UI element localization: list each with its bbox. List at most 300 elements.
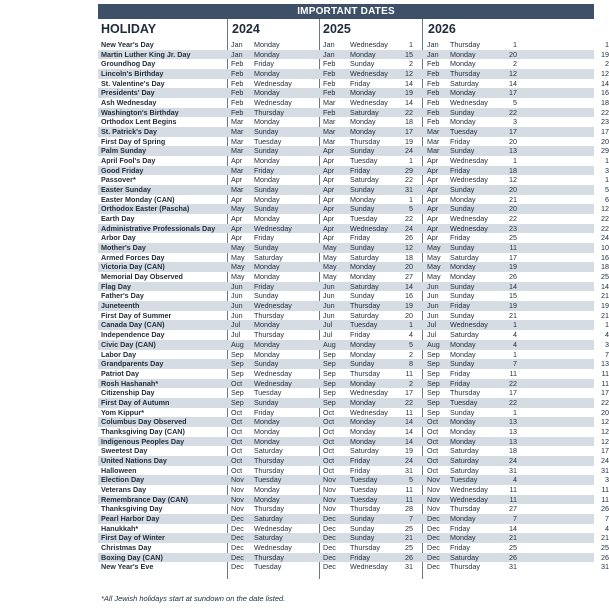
date-month: Apr bbox=[231, 233, 243, 243]
date-weekday: Thursday bbox=[450, 562, 480, 572]
date-month: Feb bbox=[323, 78, 336, 88]
date-day-number: 1 bbox=[513, 40, 517, 49]
holiday-table bbox=[98, 40, 609, 572]
date-weekday: Monday bbox=[450, 339, 476, 349]
date-month: May bbox=[231, 243, 245, 253]
date-day-number: 13 bbox=[509, 436, 517, 446]
date-month: Apr bbox=[323, 165, 335, 175]
date-day-number: 4 bbox=[513, 339, 517, 349]
date-month: Dec bbox=[427, 533, 440, 543]
date-day-number: 11 bbox=[405, 484, 413, 494]
holiday-name: Patriot Day bbox=[101, 368, 139, 378]
date-weekday: Thursday bbox=[350, 301, 380, 311]
date-day-number: 22 bbox=[509, 378, 517, 388]
date-month: Jul bbox=[427, 320, 437, 330]
date-weekday: Sunday bbox=[450, 310, 475, 320]
holiday-name: Victoria Day (CAN) bbox=[101, 262, 165, 272]
date-day-number: 19 bbox=[405, 301, 413, 311]
date-day-number: 20 bbox=[601, 136, 609, 146]
date-month: Dec bbox=[231, 533, 244, 543]
date-weekday: Wednesday bbox=[450, 156, 488, 166]
table-row bbox=[98, 301, 609, 311]
date-month: Feb bbox=[231, 107, 244, 117]
date-weekday: Thursday bbox=[350, 504, 380, 514]
date-month: Feb bbox=[427, 117, 440, 127]
date-weekday: Wednesday bbox=[254, 301, 292, 311]
date-weekday: Friday bbox=[254, 59, 274, 69]
holiday-name: New Year's Eve bbox=[101, 562, 154, 572]
date-weekday: Monday bbox=[254, 272, 280, 282]
holiday-name: Sweetest Day bbox=[101, 446, 148, 456]
date-day-number: 22 bbox=[601, 223, 609, 233]
date-month: Sep bbox=[231, 388, 244, 398]
date-month: Jun bbox=[427, 281, 439, 291]
table-row bbox=[98, 310, 609, 321]
date-weekday: Sunday bbox=[350, 185, 375, 195]
date-weekday: Monday bbox=[350, 378, 376, 388]
date-month: Nov bbox=[323, 484, 336, 494]
date-weekday: Sunday bbox=[254, 359, 279, 369]
date-month: Sep bbox=[427, 388, 440, 398]
date-weekday: Thursday bbox=[254, 455, 284, 465]
date-month: Sep bbox=[231, 359, 244, 369]
date-day-number: 26 bbox=[601, 504, 609, 514]
date-weekday: Friday bbox=[350, 78, 370, 88]
holiday-name: Thanksgiving Day bbox=[101, 504, 163, 514]
holiday-name: Memorial Day Observed bbox=[101, 272, 183, 282]
date-day-number: 1 bbox=[605, 320, 609, 330]
date-weekday: Wednesday bbox=[350, 69, 388, 79]
date-weekday: Saturday bbox=[450, 552, 479, 562]
date-weekday: Sunday bbox=[254, 397, 279, 407]
date-weekday: Friday bbox=[254, 281, 274, 291]
date-weekday: Thursday bbox=[254, 330, 284, 340]
date-day-number: 24 bbox=[509, 455, 517, 465]
date-month: Feb bbox=[231, 78, 244, 88]
date-weekday: Friday bbox=[450, 368, 470, 378]
date-month: Jul bbox=[323, 320, 333, 330]
table-row bbox=[98, 542, 609, 553]
date-month: Feb bbox=[323, 59, 336, 69]
date-day-number: 11 bbox=[509, 494, 517, 504]
date-day-number: 5 bbox=[513, 98, 517, 108]
date-day-number: 14 bbox=[509, 78, 517, 88]
date-month: Feb bbox=[427, 78, 440, 88]
date-day-number: 20 bbox=[509, 136, 517, 146]
table-row bbox=[98, 397, 609, 408]
holiday-name: Rosh Hashanah* bbox=[101, 378, 159, 388]
table-row bbox=[98, 252, 609, 263]
date-day-number: 1 bbox=[409, 194, 413, 204]
date-day-number: 1 bbox=[409, 40, 413, 49]
date-month: Nov bbox=[323, 504, 336, 514]
date-month: Apr bbox=[323, 175, 335, 185]
date-weekday: Sunday bbox=[350, 523, 375, 533]
date-day-number: 25 bbox=[509, 233, 517, 243]
date-weekday: Sunday bbox=[450, 281, 475, 291]
date-month: Oct bbox=[323, 417, 335, 427]
table-row bbox=[98, 494, 609, 505]
date-day-number: 20 bbox=[601, 407, 609, 417]
holiday-name: Halloween bbox=[101, 465, 137, 475]
holiday-name: First Day of Summer bbox=[101, 310, 172, 320]
date-day-number: 7 bbox=[513, 513, 517, 523]
date-month: Dec bbox=[427, 523, 440, 533]
date-weekday: Monday bbox=[254, 262, 280, 272]
holiday-name: Yom Kippur* bbox=[101, 407, 144, 417]
date-month: Oct bbox=[231, 446, 243, 456]
date-day-number: 25 bbox=[405, 523, 413, 533]
date-month: Mar bbox=[427, 127, 440, 137]
date-day-number: 25 bbox=[601, 272, 609, 282]
date-weekday: Sunday bbox=[350, 59, 375, 69]
date-month: Jun bbox=[323, 281, 335, 291]
date-weekday: Monday bbox=[254, 436, 280, 446]
date-day-number: 27 bbox=[509, 504, 517, 514]
date-month: Feb bbox=[323, 88, 336, 98]
date-month: Feb bbox=[427, 107, 440, 117]
date-month: Mar bbox=[323, 127, 336, 137]
date-day-number: 1 bbox=[513, 320, 517, 330]
date-month: Jun bbox=[231, 281, 243, 291]
date-month: Apr bbox=[231, 156, 243, 166]
date-weekday: Monday bbox=[350, 349, 376, 359]
date-day-number: 16 bbox=[601, 252, 609, 262]
date-month: Jan bbox=[231, 40, 243, 49]
date-weekday: Monday bbox=[350, 339, 376, 349]
date-weekday: Wednesday bbox=[450, 214, 488, 224]
date-day-number: 17 bbox=[405, 388, 413, 398]
date-month: Jun bbox=[427, 310, 439, 320]
date-weekday: Monday bbox=[350, 194, 376, 204]
date-month: Dec bbox=[427, 562, 440, 572]
date-weekday: Thursday bbox=[350, 368, 380, 378]
table-row bbox=[98, 98, 609, 108]
date-weekday: Saturday bbox=[350, 446, 379, 456]
date-weekday: Monday bbox=[450, 533, 476, 543]
table-row bbox=[98, 475, 609, 485]
date-day-number: 21 bbox=[601, 533, 609, 543]
date-day-number: 14 bbox=[405, 426, 413, 436]
date-day-number: 17 bbox=[601, 388, 609, 398]
date-weekday: Monday bbox=[254, 117, 280, 127]
date-day-number: 6 bbox=[605, 194, 609, 204]
date-month: Feb bbox=[427, 98, 440, 108]
date-day-number: 14 bbox=[601, 78, 609, 88]
date-day-number: 19 bbox=[405, 446, 413, 456]
date-day-number: 11 bbox=[601, 378, 609, 388]
date-month: May bbox=[323, 272, 337, 282]
date-month: May bbox=[231, 262, 245, 272]
date-month: Oct bbox=[231, 426, 243, 436]
table-row bbox=[98, 417, 609, 427]
table-row bbox=[98, 156, 609, 166]
date-day-number: 11 bbox=[509, 243, 517, 253]
date-month: Oct bbox=[231, 378, 243, 388]
date-weekday: Monday bbox=[350, 49, 376, 59]
date-weekday: Tuesday bbox=[350, 475, 378, 485]
table-row bbox=[98, 175, 609, 185]
date-month: Feb bbox=[323, 107, 336, 117]
date-day-number: 3 bbox=[605, 475, 609, 485]
table-row bbox=[98, 78, 609, 89]
table-row bbox=[98, 426, 609, 437]
date-day-number: 19 bbox=[509, 262, 517, 272]
date-day-number: 14 bbox=[509, 281, 517, 291]
date-month: May bbox=[231, 252, 245, 262]
date-weekday: Friday bbox=[350, 165, 370, 175]
date-weekday: Monday bbox=[254, 320, 280, 330]
date-weekday: Sunday bbox=[350, 513, 375, 523]
date-month: May bbox=[427, 272, 441, 282]
date-weekday: Wednesday bbox=[350, 223, 388, 233]
date-month: Mar bbox=[231, 136, 244, 146]
date-weekday: Wednesday bbox=[350, 562, 388, 572]
date-month: Mar bbox=[231, 127, 244, 137]
year-header-2026: 2026 bbox=[428, 22, 456, 36]
date-weekday: Tuesday bbox=[350, 214, 378, 224]
table-row bbox=[98, 436, 609, 447]
table-row bbox=[98, 330, 609, 340]
date-weekday: Monday bbox=[350, 417, 376, 427]
holiday-column-header: HOLIDAY bbox=[101, 22, 157, 36]
date-weekday: Saturday bbox=[450, 455, 479, 465]
date-weekday: Monday bbox=[254, 175, 280, 185]
date-month: Sep bbox=[323, 378, 336, 388]
date-day-number: 7 bbox=[409, 513, 413, 523]
date-month: Jan bbox=[323, 40, 335, 49]
date-day-number: 22 bbox=[405, 397, 413, 407]
date-month: Apr bbox=[231, 175, 243, 185]
date-month: Jan bbox=[427, 49, 439, 59]
date-weekday: Saturday bbox=[350, 175, 379, 185]
date-month: May bbox=[323, 243, 337, 253]
date-day-number: 1 bbox=[513, 349, 517, 359]
date-day-number: 31 bbox=[405, 465, 413, 475]
date-weekday: Friday bbox=[350, 455, 370, 465]
date-weekday: Monday bbox=[350, 262, 376, 272]
date-month: Mar bbox=[231, 185, 244, 195]
holiday-name: First Day of Autumn bbox=[101, 397, 170, 407]
date-day-number: 4 bbox=[605, 330, 609, 340]
date-day-number: 19 bbox=[405, 136, 413, 146]
date-day-number: 25 bbox=[601, 542, 609, 552]
table-row bbox=[98, 272, 609, 282]
date-weekday: Sunday bbox=[254, 146, 279, 156]
date-day-number: 21 bbox=[601, 310, 609, 320]
date-month: Oct bbox=[427, 455, 439, 465]
date-month: Dec bbox=[323, 533, 336, 543]
holiday-name: Easter Monday (CAN) bbox=[101, 194, 175, 204]
table-row bbox=[98, 59, 609, 69]
date-month: Feb bbox=[231, 69, 244, 79]
date-month: Nov bbox=[323, 494, 336, 504]
date-weekday: Sunday bbox=[254, 185, 279, 195]
date-day-number: 12 bbox=[601, 204, 609, 214]
date-day-number: 24 bbox=[601, 233, 609, 243]
date-day-number: 31 bbox=[405, 185, 413, 195]
date-month: Apr bbox=[323, 204, 335, 214]
date-weekday: Tuesday bbox=[350, 494, 378, 504]
date-weekday: Monday bbox=[350, 426, 376, 436]
date-weekday: Sunday bbox=[450, 204, 475, 214]
footnote: *All Jewish holidays start at sundown on the date listed. bbox=[101, 594, 286, 603]
holiday-name: Grandparents Day bbox=[101, 359, 164, 369]
date-day-number: 1 bbox=[605, 40, 609, 49]
date-weekday: Thursday bbox=[450, 69, 480, 79]
date-month: Dec bbox=[323, 523, 336, 533]
holiday-name: Orthodox Easter (Pascha) bbox=[101, 204, 190, 214]
date-day-number: 23 bbox=[509, 223, 517, 233]
date-day-number: 17 bbox=[509, 88, 517, 98]
date-month: Nov bbox=[231, 475, 244, 485]
table-row bbox=[98, 339, 609, 350]
date-day-number: 11 bbox=[405, 368, 413, 378]
date-month: Mar bbox=[427, 146, 440, 156]
table-row bbox=[98, 233, 609, 243]
date-month: Apr bbox=[231, 194, 243, 204]
table-row bbox=[98, 378, 609, 389]
date-weekday: Thursday bbox=[350, 136, 380, 146]
date-month: Oct bbox=[231, 436, 243, 446]
date-month: Oct bbox=[323, 426, 335, 436]
table-row bbox=[98, 49, 609, 60]
date-month: Apr bbox=[427, 214, 439, 224]
holiday-name: Juneteenth bbox=[101, 301, 140, 311]
date-weekday: Monday bbox=[254, 484, 280, 494]
date-weekday: Friday bbox=[350, 233, 370, 243]
date-day-number: 7 bbox=[605, 513, 609, 523]
date-month: Oct bbox=[231, 407, 243, 417]
holiday-name: St. Patrick's Day bbox=[101, 127, 158, 137]
table-row bbox=[98, 136, 609, 147]
date-month: Oct bbox=[231, 417, 243, 427]
date-month: Apr bbox=[323, 233, 335, 243]
date-month: Aug bbox=[231, 339, 244, 349]
date-day-number: 21 bbox=[601, 291, 609, 301]
holiday-name: Independence Day bbox=[101, 330, 165, 340]
holiday-name: First Day of Spring bbox=[101, 136, 166, 146]
date-month: May bbox=[427, 252, 441, 262]
date-month: Sep bbox=[427, 407, 440, 417]
date-day-number: 11 bbox=[405, 494, 413, 504]
date-day-number: 23 bbox=[601, 117, 609, 127]
date-weekday: Sunday bbox=[450, 407, 475, 417]
date-day-number: 11 bbox=[509, 484, 517, 494]
date-month: Apr bbox=[427, 175, 439, 185]
date-weekday: Thursday bbox=[254, 310, 284, 320]
date-month: Mar bbox=[323, 136, 336, 146]
date-weekday: Wednesday bbox=[254, 368, 292, 378]
date-weekday: Saturday bbox=[254, 446, 283, 456]
date-weekday: Friday bbox=[450, 233, 470, 243]
date-month: Oct bbox=[427, 465, 439, 475]
table-row bbox=[98, 484, 609, 495]
date-weekday: Saturday bbox=[450, 330, 479, 340]
date-month: Nov bbox=[427, 494, 440, 504]
date-month: Jan bbox=[323, 49, 335, 59]
date-month: Apr bbox=[323, 156, 335, 166]
table-row bbox=[98, 349, 609, 360]
date-weekday: Wednesday bbox=[254, 98, 292, 108]
date-month: Sep bbox=[231, 349, 244, 359]
date-day-number: 1 bbox=[409, 156, 413, 166]
date-weekday: Sunday bbox=[350, 243, 375, 253]
date-weekday: Friday bbox=[450, 523, 470, 533]
date-weekday: Saturday bbox=[254, 513, 283, 523]
table-row bbox=[98, 69, 609, 79]
date-day-number: 22 bbox=[601, 397, 609, 407]
table-row bbox=[98, 465, 609, 476]
date-weekday: Wednesday bbox=[450, 494, 488, 504]
table-row bbox=[98, 455, 609, 466]
date-day-number: 13 bbox=[509, 417, 517, 427]
date-month: Jun bbox=[427, 301, 439, 311]
date-day-number: 1 bbox=[605, 175, 609, 185]
date-weekday: Sunday bbox=[450, 146, 475, 156]
date-day-number: 5 bbox=[409, 339, 413, 349]
date-weekday: Monday bbox=[350, 127, 376, 137]
date-month: Nov bbox=[427, 484, 440, 494]
date-weekday: Sunday bbox=[350, 359, 375, 369]
date-day-number: 19 bbox=[405, 88, 413, 98]
date-weekday: Wednesday bbox=[254, 223, 292, 233]
date-weekday: Tuesday bbox=[254, 475, 282, 485]
date-weekday: Thursday bbox=[254, 552, 284, 562]
holiday-name: Christmas Day bbox=[101, 542, 152, 552]
date-day-number: 13 bbox=[601, 359, 609, 369]
date-weekday: Monday bbox=[254, 339, 280, 349]
date-weekday: Sunday bbox=[350, 533, 375, 543]
date-day-number: 4 bbox=[409, 330, 413, 340]
date-weekday: Friday bbox=[450, 301, 470, 311]
table-row bbox=[98, 359, 609, 369]
date-day-number: 11 bbox=[601, 484, 609, 494]
holiday-name: Orthodox Lent Begins bbox=[101, 117, 177, 127]
date-day-number: 1 bbox=[513, 407, 517, 417]
date-weekday: Sunday bbox=[450, 359, 475, 369]
table-row bbox=[98, 407, 609, 418]
date-weekday: Monday bbox=[254, 69, 280, 79]
date-month: Apr bbox=[427, 156, 439, 166]
date-month: Sep bbox=[427, 397, 440, 407]
date-day-number: 12 bbox=[509, 69, 517, 79]
date-month: May bbox=[323, 262, 337, 272]
date-day-number: 12 bbox=[601, 69, 609, 79]
date-day-number: 24 bbox=[405, 146, 413, 156]
table-row bbox=[98, 504, 609, 514]
date-weekday: Tuesday bbox=[350, 156, 378, 166]
date-day-number: 11 bbox=[601, 368, 609, 378]
date-month: Feb bbox=[231, 88, 244, 98]
date-day-number: 18 bbox=[509, 165, 517, 175]
date-month: May bbox=[427, 243, 441, 253]
date-month: Nov bbox=[231, 484, 244, 494]
date-weekday: Wednesday bbox=[254, 78, 292, 88]
date-day-number: 16 bbox=[405, 291, 413, 301]
date-day-number: 18 bbox=[509, 446, 517, 456]
date-weekday: Monday bbox=[450, 262, 476, 272]
date-day-number: 13 bbox=[509, 426, 517, 436]
date-day-number: 15 bbox=[509, 291, 517, 301]
date-weekday: Thursday bbox=[450, 504, 480, 514]
date-day-number: 19 bbox=[509, 301, 517, 311]
date-month: May bbox=[427, 262, 441, 272]
date-day-number: 3 bbox=[605, 165, 609, 175]
date-day-number: 31 bbox=[405, 562, 413, 572]
date-month: Apr bbox=[427, 233, 439, 243]
date-day-number: 29 bbox=[405, 165, 413, 175]
